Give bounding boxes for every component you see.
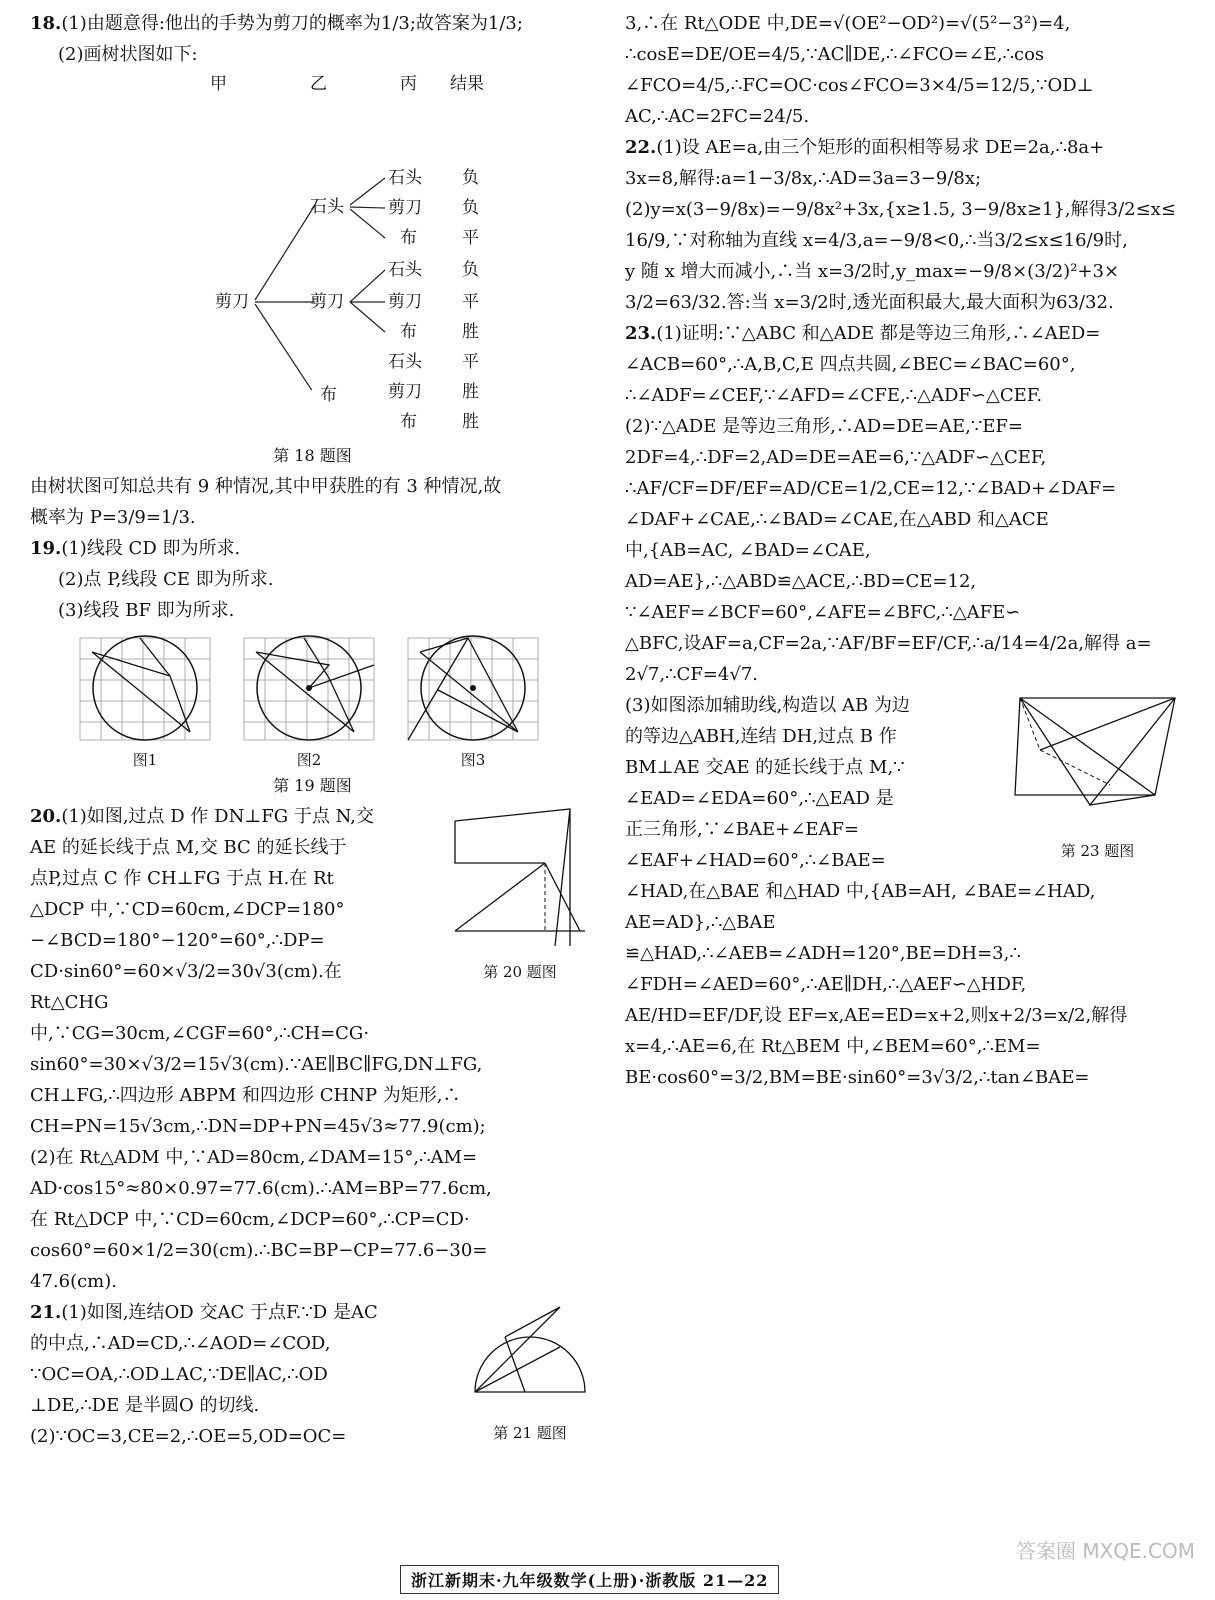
page-footer: 浙江新期末·九年级数学(上册)·浙教版 21—22 — [400, 1565, 779, 1594]
tree-result: 胜 — [462, 412, 479, 432]
q20-diagram — [445, 801, 595, 946]
tree-leaf: 石头 — [388, 168, 422, 188]
tree-header-yi: 乙 — [310, 74, 327, 94]
q23-line: (2)∵△ADE 是等边三角形,∴AD=DE=AE,∵EF= — [625, 416, 1023, 437]
q19-figure-3 — [398, 630, 548, 770]
q23-diagram — [1010, 690, 1185, 825]
q19-figure-1 — [70, 630, 220, 770]
tree-result: 平 — [462, 352, 479, 372]
q22-line: 3x=8,解得:a=1−3/8x,∴AD=3a=3−9/8x; — [625, 168, 982, 189]
grid-circle-figure — [398, 630, 548, 745]
q21-cont-line: 3,∴在 Rt△ODE 中,DE=√(OE²−OD²)=√(5²−3²)=4, — [625, 13, 1071, 34]
q20-line: sin60°=30×√3/2=15√3(cm).∵AE∥BC∥FG,DN⊥FG, — [30, 1054, 483, 1075]
q20-figure — [445, 801, 595, 988]
q20-line: AE 的延长线于点 M,交 BC 的延长线于 — [30, 837, 347, 858]
tree-result: 胜 — [462, 382, 479, 402]
tree-header-bing: 丙 — [400, 74, 417, 94]
q20-line: CH⊥FG,∴四边形 ABPM 和四边形 CHNP 为矩形,∴ — [30, 1085, 461, 1106]
tree-leaf: 布 — [400, 228, 417, 248]
tree-lines — [70, 70, 590, 390]
figure-label: 图3 — [460, 751, 486, 769]
q23-line: 的等边△ABH,连结 DH,过点 B 作 — [625, 726, 897, 747]
q19-figure-2 — [234, 630, 384, 770]
tree-result: 负 — [462, 168, 479, 188]
q23-line: ∵∠AEF=∠BCF=60°,∠AFE=∠BFC,∴△AFE∽ — [625, 602, 1021, 623]
tree-result: 平 — [462, 292, 479, 312]
q23-line: ∠HAD,在△BAE 和△HAD 中,{AB=AH, ∠BAE=∠HAD, AE=AD},∴△BAE — [625, 881, 1096, 933]
q18-part2: (2)画树状图如下: — [58, 44, 198, 65]
grid-circle-figure — [70, 630, 220, 745]
q18-probability: 概率为 P=3/9=1/3. — [30, 507, 196, 528]
q20-line: Rt△CHG 中,∵CG=30cm,∠CGF=60°,∴CH=CG· — [30, 992, 370, 1044]
q22-line: (2)y=x(3−9/8x)=−9/8x²+3x,{x≥1.5, 3−9/8x≥1},解得3/2≤x≤ — [625, 199, 1176, 220]
q23-line: ∠EAD=∠EDA=60°,∴△EAD 是 — [625, 788, 894, 809]
q19-line3: (3)线段 BF 即为所求. — [58, 600, 235, 621]
q23-line: BE·cos60°=3/2,BM=BE·sin60°=3√3/2,∴tan∠BAE= — [625, 1067, 1090, 1088]
q20-line: 在 Rt△DCP 中,∵CD=60cm,∠DCP=60°,∴CP=CD· — [30, 1209, 470, 1230]
q21-line: 的中点,∴AD=CD,∴∠AOD=∠COD, — [30, 1333, 331, 1354]
tree-leaf: 剪刀 — [388, 292, 422, 312]
q22-line: 16/9,∵对称轴为直线 x=4/3,a=−9/8<0,∴当3/2≤x≤16/9时, — [625, 230, 1128, 251]
q23-line: ∴∠ADF=∠CEF,∵∠AFD=∠CFE,∴△ADF∽△CEF. — [625, 385, 1043, 406]
q20-line: 20.(1)如图,过点 D 作 DN⊥FG 于点 N,交 — [30, 806, 374, 827]
q23-line: 中,{AB=AC, ∠BAD=∠CAE, AD=AE},∴△ABD≌△ACE,∴BD=CE=12, — [625, 540, 977, 592]
q20-caption: 第 20 题图 — [483, 963, 557, 981]
tree-diagram — [70, 70, 630, 432]
q22-line: y 随 x 增大而减小,∴当 x=3/2时,y_max=−9/8×(3/2)²+3× — [625, 261, 1120, 282]
tree-result: 平 — [462, 228, 479, 248]
q19-caption: 第 19 题图 — [273, 776, 352, 795]
q20-line: −∠BCD=180°−120°=60°,∴DP= — [30, 930, 325, 951]
tree-header-jia: 甲 — [210, 74, 227, 94]
right-column — [625, 8, 1185, 1093]
tree-mid: 布 — [320, 385, 337, 405]
tree-leaf: 石头 — [388, 260, 422, 280]
q20-line: CH=PN=15√3cm,∴DN=DP+PN=45√3≈77.9(cm); — [30, 1116, 486, 1137]
q23-line: (3)如图添加辅助线,构造以 AB 为边 — [625, 695, 910, 716]
q23-line: ∠DAF+∠CAE,∴∠BAD=∠CAE,在△ABD 和△ACE — [625, 509, 1049, 530]
q21-diagram — [465, 1297, 595, 1407]
q20-line: 47.6(cm). — [30, 1271, 117, 1292]
tree-root: 剪刀 — [215, 292, 249, 312]
tree-leaf: 石头 — [388, 352, 422, 372]
tree-leaf: 剪刀 — [388, 382, 422, 402]
q21-line: (2)∵OC=3,CE=2,∴OE=5,OD=OC= — [30, 1426, 347, 1447]
q23-line: △BFC,设AF=a,CF=2a,∵AF/BF=EF/CF,∴a/14=4/2a,解得 a= — [625, 633, 1152, 654]
q23-line: AE/HD=EF/DF,设 EF=x,AE=ED=x+2,则x+2/3=x/2,解得 — [625, 1005, 1128, 1026]
q21-caption: 第 21 题图 — [493, 1424, 567, 1442]
figure-label: 图1 — [132, 751, 158, 769]
q18-caption: 第 18 题图 — [273, 446, 352, 465]
q21-cont-line: AC,∴AC=2FC=24/5. — [625, 106, 810, 127]
q22-line: 22.(1)设 AE=a,由三个矩形的面积相等易求 DE=2a,∴8a+ — [625, 137, 1105, 158]
q20-line: (2)在 Rt△ADM 中,∵AD=80cm,∠DAM=15°,∴AM= — [30, 1147, 478, 1168]
grid-circle-figure — [234, 630, 384, 745]
q23-line: 23.(1)证明:∵△ABC 和△ADE 都是等边三角形,∴∠AED= — [625, 323, 1101, 344]
watermark: 答案圈 MXQE.COM — [1015, 1539, 1195, 1563]
q23-line: x=4,∴AE=6,在 Rt△BEM 中,∠BEM=60°,∴EM= — [625, 1036, 1041, 1057]
q20-line: CD·sin60°=60×√3/2=30√3(cm).在 — [30, 961, 342, 982]
tree-result: 负 — [462, 198, 479, 218]
tree-leaf: 剪刀 — [388, 198, 422, 218]
q19-line1: 19.(1)线段 CD 即为所求. — [30, 538, 241, 559]
q23-line: ∴AF/CF=DF/EF=AD/CE=1/2,CE=12,∵∠BAD+∠DAF= — [625, 478, 1117, 499]
q21-line: ∵OC=OA,∴OD⊥AC,∵DE∥AC,∴OD — [30, 1364, 328, 1385]
figure-label: 图2 — [296, 751, 322, 769]
q23-caption: 第 23 题图 — [1060, 842, 1135, 860]
q20-line: cos60°=60×1/2=30(cm).∴BC=BP−CP=77.6−30= — [30, 1240, 488, 1261]
q23-line: 2√7,∴CF=4√7. — [625, 664, 758, 685]
tree-mid: 剪刀 — [310, 292, 344, 312]
q20-line: AD·cos15°≈80×0.97=77.6(cm).∴AM=BP=77.6cm, — [30, 1178, 492, 1199]
tree-leaf: 布 — [400, 322, 417, 342]
q23-figure — [1010, 690, 1185, 867]
q22-line: 3/2=63/32.答:当 x=3/2时,透光面积最大,最大面积为63/32. — [625, 292, 1114, 313]
q18-conclusion: 由树状图可知总共有 9 种情况,其中甲获胜的有 3 种情况,故 — [30, 476, 502, 497]
q23-line: ≌△HAD,∴∠AEB=∠ADH=120°,BE=DH=3,∴ — [625, 943, 1021, 964]
q18-part1: 18.(1)由题意得:他出的手势为剪刀的概率为1/3;故答案为1/3; — [30, 13, 523, 34]
q23-line: 正三角形,∵∠BAE+∠EAF= — [625, 819, 860, 840]
q23-line: ∠EAF+∠HAD=60°,∴∠BAE= — [625, 850, 886, 871]
q23-line: BM⊥AE 交AE 的延长线于点 M,∵ — [625, 757, 905, 778]
q21-line: 21.(1)如图,连结OD 交AC 于点F.∵D 是AC — [30, 1302, 378, 1323]
tree-header-result: 结果 — [450, 74, 484, 94]
tree-result: 胜 — [462, 322, 479, 342]
q19-line2: (2)点 P,线段 CE 即为所求. — [58, 569, 274, 590]
q21-line: ⊥DE,∴DE 是半圆O 的切线. — [30, 1395, 260, 1416]
q20-line: △DCP 中,∵CD=60cm,∠DCP=180° — [30, 899, 345, 920]
tree-mid: 石头 — [310, 197, 344, 217]
q23-line: 2DF=4,∴DF=2,AD=DE=AE=6,∵△ADF∽△CEF, — [625, 447, 1047, 468]
q20-line: 点P,过点 C 作 CH⊥FG 于点 H.在 Rt — [30, 868, 334, 889]
q23-line: ∠ACB=60°,∴A,B,C,E 四点共圆,∠BEC=∠BAC=60°, — [625, 354, 1076, 375]
q19-figures — [70, 630, 595, 770]
q23-line: ∠FDH=∠AED=60°,∴AE∥DH,∴△AEF∽△HDF, — [625, 974, 1027, 995]
left-column — [30, 8, 595, 1455]
q21-cont-line: ∠FCO=4/5,∴FC=OC·cos∠FCO=3×4/5=12/5,∵OD⊥ — [625, 75, 1094, 96]
q21-figure — [465, 1297, 595, 1449]
tree-leaf: 布 — [400, 412, 417, 432]
tree-result: 负 — [462, 260, 479, 280]
q21-cont-line: ∴cosE=DE/OE=4/5,∵AC∥DE,∴∠FCO=∠E,∴cos — [625, 44, 1045, 65]
